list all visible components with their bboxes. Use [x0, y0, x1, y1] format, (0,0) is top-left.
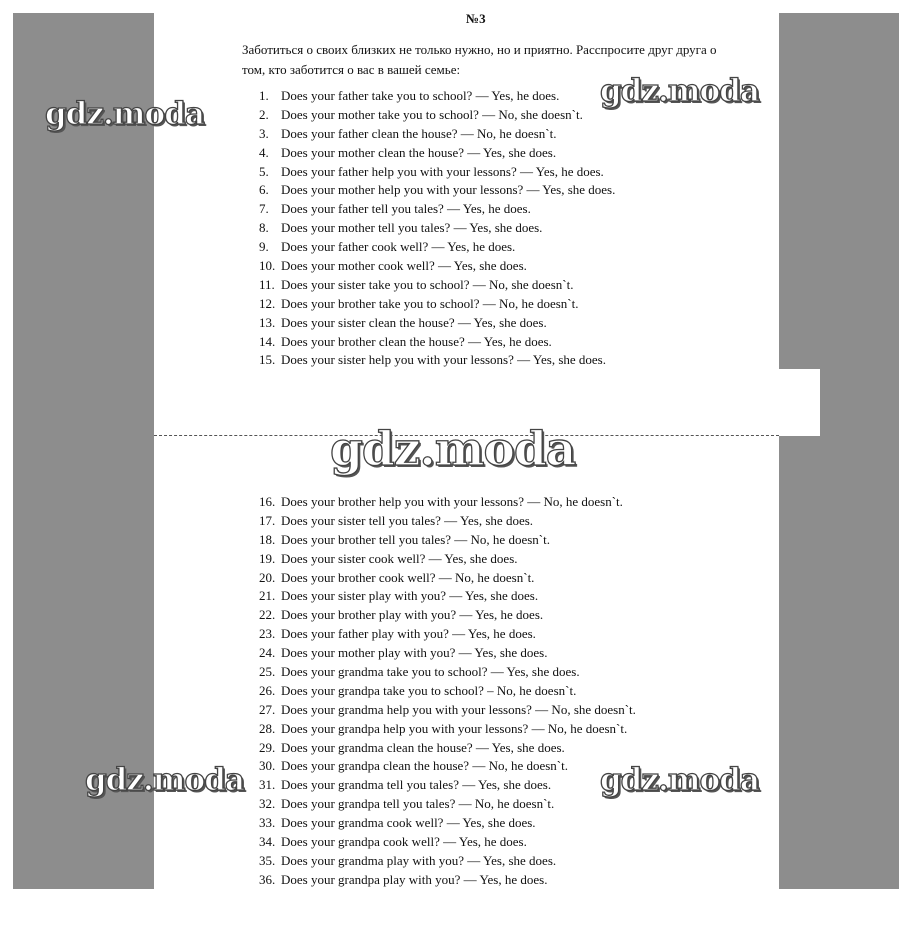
item-text: Does your brother cook well? — No, he doesn`t.	[281, 569, 535, 585]
list-item	[259, 238, 615, 257]
item-text: Does your grandpa cook well? — Yes, he does.	[281, 834, 527, 850]
item-number: 32.	[259, 796, 276, 812]
item-text: Does your mother clean the house? — Yes, she does.	[281, 144, 557, 160]
item-number: 25.	[259, 664, 276, 680]
list-item	[259, 493, 636, 512]
item-number: 9.	[259, 239, 269, 255]
item-number: 3.	[259, 125, 269, 141]
list-item	[259, 163, 615, 182]
list-item	[259, 682, 636, 701]
watermark-logo: gdz.moda	[45, 96, 204, 132]
item-number: 15.	[259, 352, 276, 368]
item-text: Does your brother clean the house? — Yes, he does.	[281, 333, 552, 349]
task-number: №3	[466, 11, 486, 26]
list-item	[259, 757, 636, 776]
item-number: 23.	[259, 626, 276, 642]
item-number: 5.	[259, 163, 269, 179]
item-text: Does your father play with you? — Yes, he does.	[281, 626, 536, 642]
item-number: 14.	[259, 333, 276, 349]
item-number: 2.	[259, 106, 269, 122]
watermark-logo: gdz.moda	[600, 762, 759, 798]
item-text: Does your brother take you to school? — No, he doesn`t.	[281, 295, 579, 311]
page-notch	[779, 369, 820, 436]
item-number: 22.	[259, 607, 276, 623]
item-text: Does your sister play with you? — Yes, she does.	[281, 588, 539, 604]
item-text: Does your father tell you tales? — Yes, he does.	[281, 201, 531, 217]
item-text: Does your sister help you with your lessons? — Yes, she does.	[281, 352, 606, 368]
item-text: Does your brother help you with your lessons? — No, he doesn`t.	[281, 494, 623, 509]
item-number: 12.	[259, 295, 276, 311]
list-item	[259, 314, 615, 333]
list-item	[259, 531, 636, 550]
list-item	[259, 550, 636, 569]
item-number: 6.	[259, 182, 269, 198]
item-text: Does your sister clean the house? — Yes, she does.	[281, 314, 547, 330]
item-text: Does your father take you to school? — Yes, he does.	[281, 88, 560, 103]
list-item	[259, 663, 636, 682]
item-number: 34.	[259, 834, 276, 850]
item-text: Does your mother play with you? — Yes, she does.	[281, 645, 548, 661]
list-item	[259, 776, 636, 795]
item-text: Does your mother tell you tales? — Yes, she does.	[281, 220, 543, 236]
item-number: 27.	[259, 701, 276, 717]
qa-list-bottom	[259, 493, 636, 890]
watermark-logo: gdz.moda	[330, 422, 576, 477]
item-text: Does your grandpa tell you tales? — No, he doesn`t.	[281, 796, 555, 812]
list-item	[259, 795, 636, 814]
list-item	[259, 644, 636, 663]
item-text: Does your brother tell you tales? — No, he doesn`t.	[281, 531, 550, 547]
item-number: 33.	[259, 815, 276, 831]
right-gray-margin	[779, 13, 899, 889]
list-item	[259, 587, 636, 606]
list-item	[259, 333, 615, 352]
item-text: Does your father cook well? — Yes, he does.	[281, 239, 516, 255]
item-text: Does your mother take you to school? — No, she doesn`t.	[281, 106, 583, 122]
list-item	[259, 606, 636, 625]
item-number: 21.	[259, 588, 276, 604]
task-instructions: Заботиться о своих близких не только нужно, но и приятно. Расспросите друг друга о том, кто заботится о вас в вашей семье:	[242, 42, 717, 77]
item-number: 16.	[259, 494, 276, 509]
item-text: Does your mother cook well? — Yes, she does.	[281, 258, 527, 274]
list-item	[259, 351, 615, 370]
item-text: Does your grandpa clean the house? — No, he doesn`t.	[281, 758, 568, 774]
list-item	[259, 219, 615, 238]
list-item	[259, 181, 615, 200]
item-text: Does your grandma play with you? — Yes, she does.	[281, 852, 557, 868]
item-number: 1.	[259, 88, 269, 103]
item-number: 31.	[259, 777, 276, 793]
list-item	[259, 106, 615, 125]
item-text: Does your father clean the house? — No, he doesn`t.	[281, 125, 557, 141]
watermark-logo: gdz.moda	[85, 762, 244, 798]
item-number: 36.	[259, 871, 276, 887]
item-text: Does your sister tell you tales? — Yes, she does.	[281, 512, 534, 528]
item-number: 13.	[259, 314, 276, 330]
list-item	[259, 87, 615, 106]
list-item	[259, 871, 636, 890]
item-text: Does your grandma clean the house? — Yes, she does.	[281, 739, 565, 755]
item-number: 17.	[259, 512, 276, 528]
list-item	[259, 200, 615, 219]
list-item	[259, 276, 615, 295]
list-item	[259, 701, 636, 720]
list-item	[259, 814, 636, 833]
list-item	[259, 833, 636, 852]
list-item	[259, 720, 636, 739]
item-text: Does your grandma cook well? — Yes, she does.	[281, 815, 536, 831]
watermark-logo: gdz.moda	[600, 73, 759, 109]
item-text: Does your grandpa help you with your lessons? — No, he doesn`t.	[281, 720, 628, 736]
item-number: 26.	[259, 682, 276, 698]
item-text: Does your grandma take you to school? — Yes, she does.	[281, 664, 580, 680]
list-item	[259, 625, 636, 644]
qa-list-top	[259, 87, 615, 370]
list-item	[259, 257, 615, 276]
item-number: 10.	[259, 258, 276, 274]
list-item	[259, 512, 636, 531]
item-number: 19.	[259, 550, 276, 566]
item-text: Does your sister cook well? — Yes, she does.	[281, 550, 518, 566]
list-item	[259, 569, 636, 588]
item-text: Does your grandpa take you to school? – No, he doesn`t.	[281, 682, 577, 698]
item-number: 7.	[259, 201, 269, 217]
item-number: 20.	[259, 569, 276, 585]
list-item	[259, 125, 615, 144]
item-number: 35.	[259, 852, 276, 868]
list-item	[259, 739, 636, 758]
item-text: Does your brother play with you? — Yes, he does.	[281, 607, 544, 623]
item-number: 29.	[259, 739, 276, 755]
list-item	[259, 295, 615, 314]
list-item	[259, 852, 636, 871]
item-number: 11.	[259, 276, 275, 292]
item-number: 24.	[259, 645, 276, 661]
item-text: Does your sister take you to school? — No, she doesn`t.	[281, 276, 574, 292]
item-text: Does your grandma tell you tales? — Yes, she does.	[281, 777, 552, 793]
item-number: 30.	[259, 758, 276, 774]
item-number: 28.	[259, 720, 276, 736]
list-item	[259, 144, 615, 163]
item-text: Does your grandma help you with your lessons? — No, she doesn`t.	[281, 701, 636, 717]
left-gray-margin	[13, 13, 154, 889]
item-number: 4.	[259, 144, 269, 160]
item-text: Does your grandpa play with you? — Yes, he does.	[281, 871, 548, 887]
item-number: 8.	[259, 220, 269, 236]
item-text: Does your father help you with your lessons? — Yes, he does.	[281, 163, 604, 179]
item-number: 18.	[259, 531, 276, 547]
item-text: Does your mother help you with your lessons? — Yes, she does.	[281, 182, 616, 198]
